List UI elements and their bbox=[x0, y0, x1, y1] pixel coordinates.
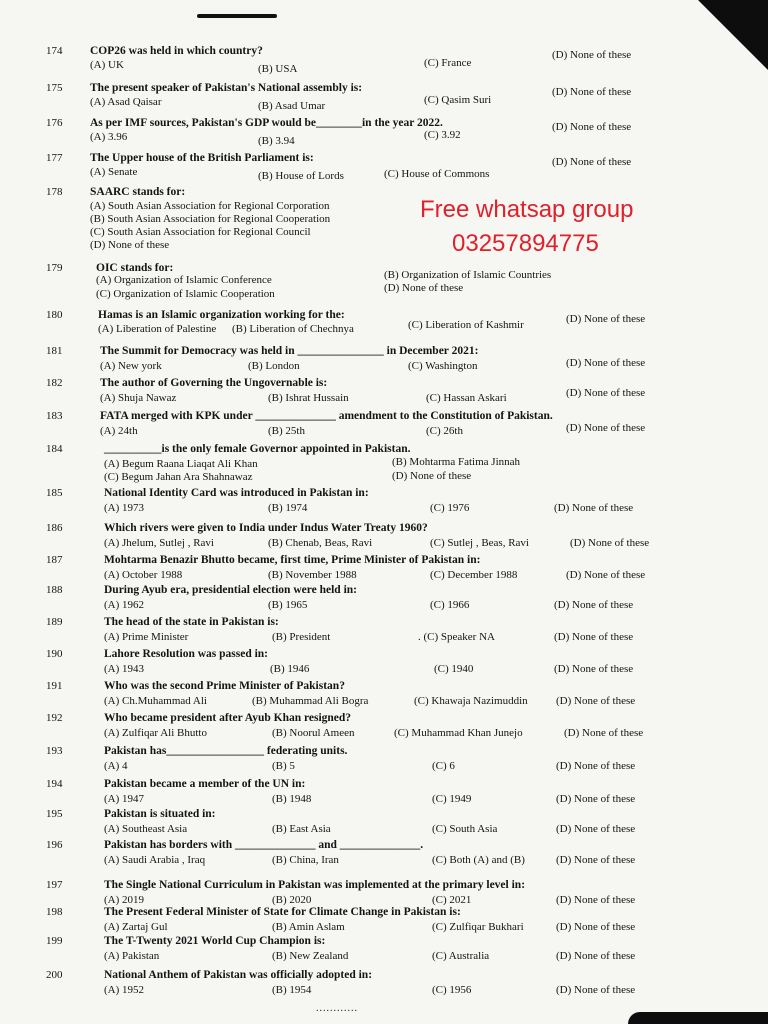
answer-option-d: (D) None of these bbox=[556, 854, 636, 866]
question-number: 174 bbox=[46, 45, 63, 57]
answer-option-b: (B) Mohtarma Fatima Jinnah bbox=[392, 456, 521, 468]
answer-option-d: (D) None of these bbox=[556, 760, 636, 772]
question-stem: Which rivers were given to India under Indus Water Treaty 1960? bbox=[104, 522, 428, 534]
question-number: 193 bbox=[46, 745, 63, 757]
question-number: 197 bbox=[46, 879, 63, 891]
answer-option-d: (D) None of these bbox=[554, 663, 634, 675]
answer-option-d: (D) None of these bbox=[556, 894, 636, 906]
question-number: 195 bbox=[46, 808, 63, 820]
answer-option-a: (A) 1952 bbox=[104, 984, 145, 996]
answer-option-c: (C) South Asia bbox=[432, 823, 498, 835]
question-number: 196 bbox=[46, 839, 63, 851]
question-number: 184 bbox=[46, 443, 63, 455]
answer-option-d: (D) None of these bbox=[556, 950, 636, 962]
answer-option-d: (D) None of these bbox=[566, 357, 646, 369]
answer-option-d: (D) None of these bbox=[556, 984, 636, 996]
answer-option-c: (C) 1976 bbox=[430, 502, 470, 514]
answer-option-b: (B) 1946 bbox=[270, 663, 310, 675]
answer-option-b: (B) Liberation of Chechnya bbox=[232, 323, 354, 335]
answer-option-d: (D) None of these bbox=[566, 422, 646, 434]
question-number: 181 bbox=[46, 345, 63, 357]
page-corner-shadow bbox=[698, 0, 768, 70]
answer-option-b: (B) Muhammad Ali Bogra bbox=[252, 695, 369, 707]
answer-option-b: (B) Chenab, Beas, Ravi bbox=[268, 537, 373, 549]
answer-option-b: (B) 1974 bbox=[268, 502, 308, 514]
question-number: 175 bbox=[46, 82, 63, 94]
answer-option-b: (B) New Zealand bbox=[272, 950, 349, 962]
answer-option-b: (B) 1954 bbox=[272, 984, 312, 996]
answer-option-a: (A) 2019 bbox=[104, 894, 145, 906]
answer-option-c: (C) 1949 bbox=[432, 793, 472, 805]
answer-option-d: (D) None of these bbox=[90, 239, 170, 251]
question-stem: The Upper house of the British Parliament is: bbox=[90, 152, 314, 164]
answer-option-d: (D) None of these bbox=[552, 49, 632, 61]
question-stem: The author of Governing the Ungovernable is: bbox=[100, 377, 328, 389]
question-number: 199 bbox=[46, 935, 63, 947]
answer-option-a: (A) 1943 bbox=[104, 663, 145, 675]
question-stem: The present speaker of Pakistan's National assembly is: bbox=[90, 82, 363, 94]
question-number: 188 bbox=[46, 584, 63, 596]
answer-option-b: (B) 3.94 bbox=[258, 135, 295, 147]
answer-option-b: (B) Noorul Ameen bbox=[272, 727, 355, 739]
answer-option-b: (B) South Asian Association for Regional Cooperation bbox=[90, 213, 331, 225]
answer-option-d: (D) None of these bbox=[384, 282, 464, 294]
question-stem: The Summit for Democracy was held in _______________ in December 2021: bbox=[100, 345, 479, 357]
question-stem: Hamas is an Islamic organization working for the: bbox=[98, 309, 345, 321]
answer-option-b: (B) 1965 bbox=[268, 599, 308, 611]
question-stem: National Identity Card was introduced in Pakistan in: bbox=[104, 487, 369, 499]
question-number: 176 bbox=[46, 117, 63, 129]
answer-option-d: (D) None of these bbox=[566, 313, 646, 325]
answer-option-a: (A) 3.96 bbox=[90, 131, 128, 143]
answer-option-b: (B) November 1988 bbox=[268, 569, 357, 581]
answer-option-c: (C) 6 bbox=[432, 760, 455, 772]
answer-option-a: (A) Liberation of Palestine bbox=[98, 323, 217, 335]
answer-option-b: (B) East Asia bbox=[272, 823, 331, 835]
question-stem: FATA merged with KPK under ______________ amendment to the Constitution of Pakistan. bbox=[100, 410, 553, 422]
answer-option-a: (A) New york bbox=[100, 360, 162, 372]
answer-option-c: (C) Hassan Askari bbox=[426, 392, 507, 404]
question-number: 192 bbox=[46, 712, 63, 724]
question-number: 200 bbox=[46, 969, 63, 981]
answer-option-b: (B) Asad Umar bbox=[258, 100, 326, 112]
question-number: 198 bbox=[46, 906, 63, 918]
answer-option-d: (D) None of these bbox=[556, 793, 636, 805]
answer-option-d: (D) None of these bbox=[556, 921, 636, 933]
answer-option-d: (D) None of these bbox=[554, 631, 634, 643]
answer-option-d: (D) None of these bbox=[392, 470, 472, 482]
question-stem: SAARC stands for: bbox=[90, 186, 186, 198]
question-stem: The Present Federal Minister of State for Climate Change in Pakistan is: bbox=[104, 906, 461, 918]
footer-dots: ............ bbox=[316, 1003, 358, 1014]
question-number: 189 bbox=[46, 616, 63, 628]
question-number: 177 bbox=[46, 152, 63, 164]
answer-option-c: (C) 1940 bbox=[434, 663, 474, 675]
answer-option-c: (C) Sutlej , Beas, Ravi bbox=[430, 537, 529, 549]
answer-option-b: (B) 25th bbox=[268, 425, 305, 437]
answer-option-a: (A) Senate bbox=[90, 166, 138, 178]
question-number: 194 bbox=[46, 778, 63, 790]
question-stem: Pakistan became a member of the UN in: bbox=[104, 778, 306, 790]
answer-option-d: (D) None of these bbox=[552, 121, 632, 133]
answer-option-c: (C) 1966 bbox=[430, 599, 470, 611]
answer-option-a: (A) Organization of Islamic Conference bbox=[96, 274, 272, 286]
question-number: 182 bbox=[46, 377, 63, 389]
question-number: 183 bbox=[46, 410, 63, 422]
question-stem: Pakistan is situated in: bbox=[104, 808, 216, 820]
answer-option-b: (B) Amin Aslam bbox=[272, 921, 345, 933]
question-stem: COP26 was held in which country? bbox=[90, 45, 263, 57]
answer-option-b: (B) China, Iran bbox=[272, 854, 339, 866]
answer-option-a: (A) Begum Raana Liaqat Ali Khan bbox=[104, 458, 258, 470]
answer-option-c: (C) Qasim Suri bbox=[424, 94, 492, 106]
answer-option-d: (D) None of these bbox=[552, 86, 632, 98]
answer-option-a: (A) Jhelum, Sutlej , Ravi bbox=[104, 537, 214, 549]
promo-text: Free whatsap group bbox=[420, 196, 634, 223]
question-number: 187 bbox=[46, 554, 63, 566]
answer-option-a: (A) 1973 bbox=[104, 502, 145, 514]
answer-option-a: (A) Saudi Arabia , Iraq bbox=[104, 854, 206, 866]
answer-option-d: (D) None of these bbox=[570, 537, 650, 549]
answer-option-a: (A) October 1988 bbox=[104, 569, 183, 581]
answer-option-b: (B) 1948 bbox=[272, 793, 312, 805]
answer-option-a: (A) UK bbox=[90, 59, 124, 71]
answer-option-c: (C) Muhammad Khan Junejo bbox=[394, 727, 523, 739]
answer-option-c: (C) 1956 bbox=[432, 984, 472, 996]
question-number: 186 bbox=[46, 522, 63, 534]
answer-option-a: (A) 1947 bbox=[104, 793, 145, 805]
top-edge-mark bbox=[197, 14, 277, 18]
answer-option-c: (C) Liberation of Kashmir bbox=[408, 319, 524, 331]
answer-option-b: (B) 5 bbox=[272, 760, 295, 772]
answer-option-a: (A) Prime Minister bbox=[104, 631, 189, 643]
question-stem: __________is the only female Governor appointed in Pakistan. bbox=[104, 443, 411, 455]
page-bottom-shadow bbox=[628, 1012, 768, 1024]
answer-option-c: (C) Australia bbox=[432, 950, 490, 962]
question-stem: OIC stands for: bbox=[96, 262, 174, 274]
answer-option-a: (A) Pakistan bbox=[104, 950, 160, 962]
answer-option-a: (A) Ch.Muhammad Ali bbox=[104, 695, 207, 707]
answer-option-a: (A) 4 bbox=[104, 760, 128, 772]
answer-option-b: (B) London bbox=[248, 360, 300, 372]
answer-option-d: (D) None of these bbox=[564, 727, 644, 739]
answer-option-b: (B) House of Lords bbox=[258, 170, 344, 182]
answer-option-c: (C) December 1988 bbox=[430, 569, 518, 581]
answer-option-c: (C) Zulfiqar Bukhari bbox=[432, 921, 524, 933]
answer-option-c: (C) House of Commons bbox=[384, 168, 490, 180]
question-stem: Mohtarma Benazir Bhutto became, first time, Prime Minister of Pakistan in: bbox=[104, 554, 481, 566]
question-stem: Pakistan has_________________ federating units. bbox=[104, 745, 348, 757]
question-stem: The head of the state in Pakistan is: bbox=[104, 616, 279, 628]
question-number: 190 bbox=[46, 648, 63, 660]
answer-option-d: (D) None of these bbox=[552, 156, 632, 168]
answer-option-c: (C) Washington bbox=[408, 360, 478, 372]
question-stem: During Ayub era, presidential election were held in: bbox=[104, 584, 357, 596]
answer-option-a: (A) Zulfiqar Ali Bhutto bbox=[104, 727, 207, 739]
answer-option-c: (C) South Asian Association for Regional Council bbox=[90, 226, 311, 238]
answer-option-d: (D) None of these bbox=[554, 502, 634, 514]
answer-option-c: (C) Khawaja Nazimuddin bbox=[414, 695, 528, 707]
answer-option-d: (D) None of these bbox=[566, 387, 646, 399]
question-number: 191 bbox=[46, 680, 63, 692]
promo-phone: 03257894775 bbox=[452, 230, 599, 257]
question-number: 179 bbox=[46, 262, 63, 274]
answer-option-c: (C) 26th bbox=[426, 425, 463, 437]
answer-option-b: (B) Organization of Islamic Countries bbox=[384, 269, 552, 281]
answer-option-a: (A) 24th bbox=[100, 425, 138, 437]
question-stem: Lahore Resolution was passed in: bbox=[104, 648, 269, 660]
answer-option-c: (C) Organization of Islamic Cooperation bbox=[96, 288, 275, 300]
answer-option-b: (B) USA bbox=[258, 63, 298, 75]
question-number: 178 bbox=[46, 186, 63, 198]
answer-option-a: (A) Shuja Nawaz bbox=[100, 392, 177, 404]
answer-option-d: (D) None of these bbox=[556, 823, 636, 835]
answer-option-c: (C) 3.92 bbox=[424, 129, 461, 141]
question-stem: Pakistan has borders with ______________ and ______________. bbox=[104, 839, 424, 851]
question-stem: The Single National Curriculum in Pakistan was implemented at the primary level in: bbox=[104, 879, 526, 891]
answer-option-b: (B) 2020 bbox=[272, 894, 312, 906]
question-stem: Who was the second Prime Minister of Pakistan? bbox=[104, 680, 345, 692]
answer-option-a: (A) Zartaj Gul bbox=[104, 921, 168, 933]
answer-option-c: (C) 2021 bbox=[432, 894, 472, 906]
answer-option-d: (D) None of these bbox=[566, 569, 646, 581]
answer-option-a: (A) South Asian Association for Regional Corporation bbox=[90, 200, 330, 212]
answer-option-a: (A) 1962 bbox=[104, 599, 145, 611]
answer-option-c: (C) France bbox=[424, 57, 472, 69]
question-number: 180 bbox=[46, 309, 63, 321]
answer-option-c: (C) Both (A) and (B) bbox=[432, 854, 525, 866]
question-stem: As per IMF sources, Pakistan's GDP would be________in the year 2022. bbox=[90, 117, 443, 129]
answer-option-d: (D) None of these bbox=[554, 599, 634, 611]
answer-option-d: (D) None of these bbox=[556, 695, 636, 707]
question-stem: The T-Twenty 2021 World Cup Champion is: bbox=[104, 935, 326, 947]
question-stem: Who became president after Ayub Khan resigned? bbox=[104, 712, 352, 724]
question-stem: National Anthem of Pakistan was officially adopted in: bbox=[104, 969, 373, 981]
answer-option-b: (B) Ishrat Hussain bbox=[268, 392, 349, 404]
answer-option-a: (A) Asad Qaisar bbox=[90, 96, 162, 108]
answer-option-c: . (C) Speaker NA bbox=[418, 631, 495, 643]
answer-option-b: (B) President bbox=[272, 631, 331, 643]
answer-option-c: (C) Begum Jahan Ara Shahnawaz bbox=[104, 471, 253, 483]
answer-option-a: (A) Southeast Asia bbox=[104, 823, 188, 835]
question-number: 185 bbox=[46, 487, 63, 499]
